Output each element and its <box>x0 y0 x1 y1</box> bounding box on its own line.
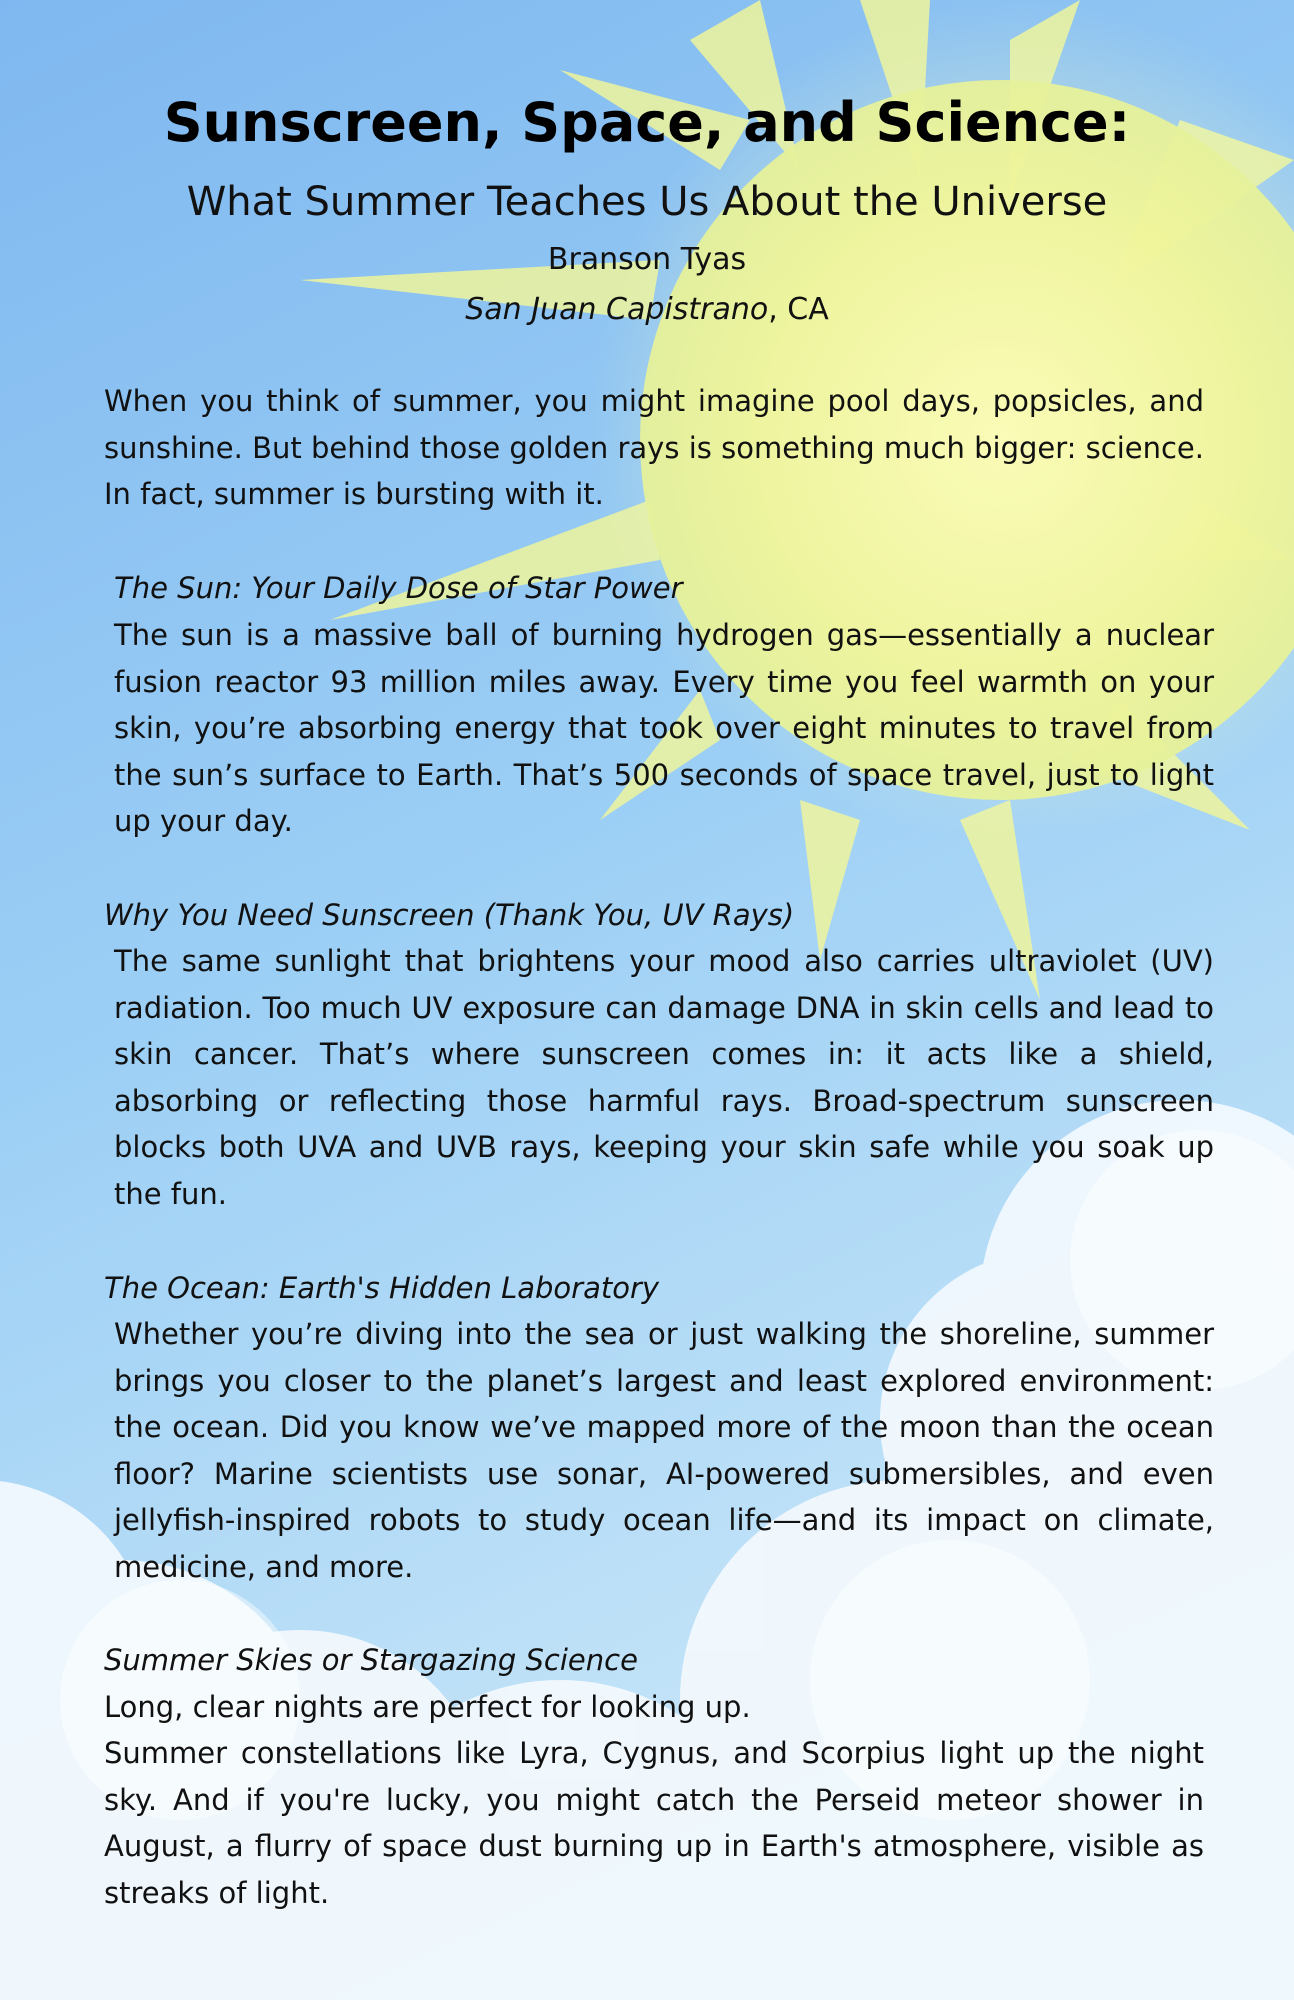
section-body-sunscreen: The same sunlight that brightens your mood also carries ultraviolet (UV) radiation. Too much UV exposure can damage DNA in skin cells and lead to skin cancer. That’s where sunscreen comes in: it acts like a shield, absorbing or reflecting those harmful rays. Broad-spectrum sunscreen blocks both UVA and UVB rays, keeping your skin safe while you soak up the fun. <box>114 944 1214 1211</box>
section-heading-ocean: The Ocean: Earth's Hidden Laboratory <box>104 1271 660 1305</box>
section-heading-stargazing: Summer Skies or Stargazing Science <box>104 1643 638 1677</box>
section-body-stargazing: Summer constellations like Lyra, Cygnus, and Scorpius light up the night sky. And if you're lucky, you might catch the Perseid meteor shower in August, a flurry of space dust burning up in Earth's atmosphere, visible as streaks of light. <box>104 1736 1204 1910</box>
article-title: Sunscreen, Space, and Science: <box>163 91 1131 154</box>
location-state: , CA <box>768 292 829 327</box>
section-body-sun: The sun is a massive ball of burning hydrogen gas—essentially a nuclear fusion reactor 93 million miles away. Every time you feel warmth on your skin, you’re absorbing energy that took over eight minutes to travel from the sun’s surface to Earth. That’s 500 seconds of space travel, just to light up your day. <box>114 618 1214 838</box>
intro-paragraph: When you think of summer, you might imagine pool days, popsicles, and sunshine. But behind those golden rays is something much bigger: science. In fact, summer is bursting with it. <box>104 384 1204 511</box>
section-heading-sun: The Sun: Your Daily Dose of Star Power <box>114 571 683 605</box>
location-place: San Juan Capistrano <box>465 292 769 327</box>
author-location <box>0 288 1294 332</box>
section-heading-sunscreen: Why You Need Sunscreen (Thank You, UV Rays) <box>104 898 795 932</box>
author-name: Branson Tyas <box>547 242 747 277</box>
section-lead-stargazing: Long, clear nights are perfect for looking up. <box>104 1690 751 1724</box>
article-subtitle: What Summer Teaches Us About the Universe <box>186 179 1108 225</box>
section-body-ocean: Whether you’re diving into the sea or just walking the shoreline, summer brings you closer to the planet’s largest and least explored environment: the ocean. Did you know we’ve mapped more of the moon than the ocean floor? Marine scientists use sonar, AI-powered submersibles, and even jellyfish-inspired robots to study ocean life—and its impact on climate, medicine, and more. <box>114 1317 1214 1584</box>
